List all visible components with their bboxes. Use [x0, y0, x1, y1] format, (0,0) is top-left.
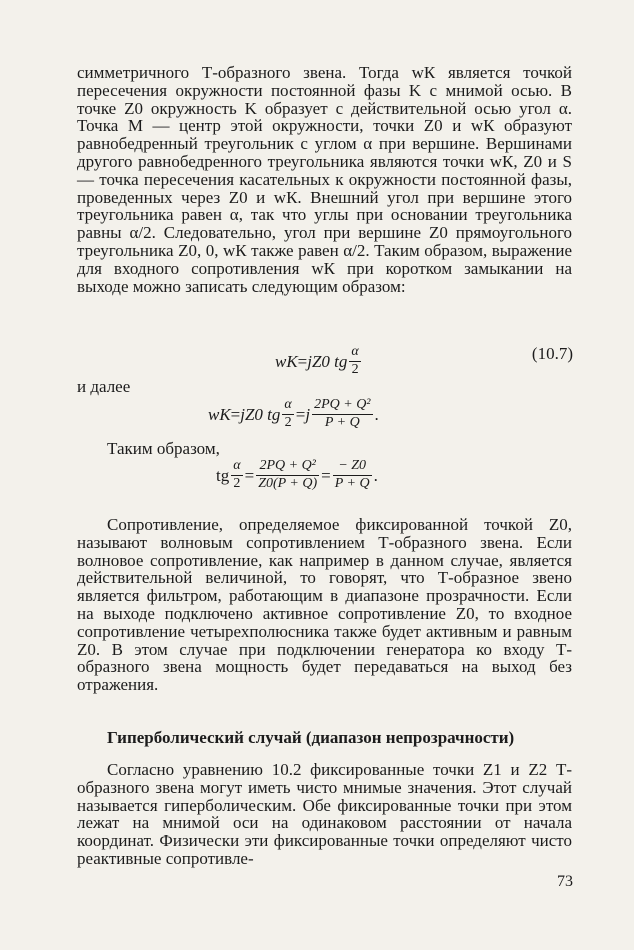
- equation-2-fraction-2-numerator: 2PQ + Q²: [314, 397, 371, 412]
- equation-3-equals-1: =: [244, 465, 255, 485]
- equation-10-7-fraction-denominator: 2: [351, 361, 359, 377]
- equation-10-7-equals: =: [297, 351, 308, 371]
- equation-3-fraction-1: [231, 459, 242, 491]
- equation-2-factor: jZ0 tg: [240, 404, 281, 424]
- equation-2: [208, 398, 379, 430]
- equation-2-fraction-1: [282, 398, 293, 430]
- page-number: 73: [557, 873, 573, 890]
- equation-3-fraction-3-denominator: P + Q: [334, 475, 370, 491]
- section-heading: Гиперболический случай (диапазон непрозрачности): [107, 728, 515, 747]
- equation-3-fraction-2-numerator: 2PQ + Q²: [259, 458, 316, 473]
- equation-10-7-fraction-numerator: α: [351, 344, 359, 359]
- equation-2-end: .: [374, 404, 379, 424]
- equation-3-fraction-1-numerator: α: [233, 458, 241, 473]
- equation-3-equals-2: =: [321, 465, 331, 485]
- label-thus: Таким образом,: [107, 439, 220, 458]
- equation-10-7-factor: jZ0 tg: [307, 351, 348, 371]
- equation-10-7: [275, 345, 363, 377]
- equation-3-fraction-2-denominator: Z0(P + Q): [258, 475, 318, 491]
- equation-2-fraction-2: [312, 398, 372, 430]
- equation-2-equals-1: =: [230, 404, 241, 424]
- equation-3-fraction-3-numerator: − Z0: [338, 458, 367, 473]
- equation-3-end: .: [373, 465, 378, 485]
- equation-2-factor-2: j: [305, 404, 311, 424]
- equation-3-fraction-2: [256, 459, 319, 491]
- equation-3-fraction-1-denominator: 2: [233, 475, 241, 491]
- equation-10-7-lhs: wК: [275, 351, 298, 371]
- paragraph-3: Согласно уравнению 10.2 фиксированные точки Z1 и Z2 Т-образного звена могут иметь чисто мнимые значения. Этот случай называется гиперболическим. Обе фиксированные точки при этом лежат на мнимой оси на одинаковом расстоянии от начала координат. Физически эти фиксированные точки определяют чисто реактивные сопротивле-: [77, 760, 572, 868]
- equation-number: (10.7): [531, 344, 573, 363]
- equation-2-fraction-2-denominator: P + Q: [324, 414, 360, 430]
- equation-2-fraction-1-numerator: α: [284, 397, 292, 412]
- equation-2-lhs: wК: [208, 404, 231, 424]
- equation-2-equals-2: =: [295, 404, 306, 424]
- equation-3-fraction-3: [333, 459, 372, 491]
- equation-3: [216, 459, 378, 491]
- equation-3-lhs: tg: [216, 465, 230, 485]
- equation-2-fraction-1-denominator: 2: [284, 414, 292, 430]
- paragraph-2: Сопротивление, определяемое фиксированной точкой Z0, называют волновым сопротивлением Т-образного звена. Если волновое сопротивление, как например в данном случае, является действительной величиной, то говорят, что Т-образное звено является фильтром, работающим в диапазоне прозрачности. Если на выходе подключено активное сопротивление Z0, то входное сопротивление четырехполюсника также будет активным и равным Z0. В этом случае при подключении генератора ко входу Т-образного звена мощность будет передаваться на выход без отражения.: [77, 515, 572, 695]
- label-and-further: и далее: [77, 377, 131, 396]
- paragraph-1: симметричного Т-образного звена. Тогда wК является точкой пересечения окружности постоянной фазы K с мнимой осью. В точке Z0 окружность K образует с действительной осью угол α. Точка M — центр этой окружности, точки Z0 и wК образуют равнобедренный треугольник с углом α при вершине. Вершинами другого равнобедренного треугольника являются точки wК, Z0 и S — точка пересечения касательных к окружности постоянной фазы, проведенных через Z0 и wК. Внешний угол при вершине этого треугольника равен α, так что углы при основании треугольника равны α/2. Следовательно, угол при вершине Z0 прямоугольного треугольника Z0, 0, wК также равен α/2. Таким образом, выражение для входного сопротивления wК при коротком замыкании на выходе можно записать следующим образом:: [77, 63, 572, 296]
- equation-10-7-fraction: [349, 345, 360, 377]
